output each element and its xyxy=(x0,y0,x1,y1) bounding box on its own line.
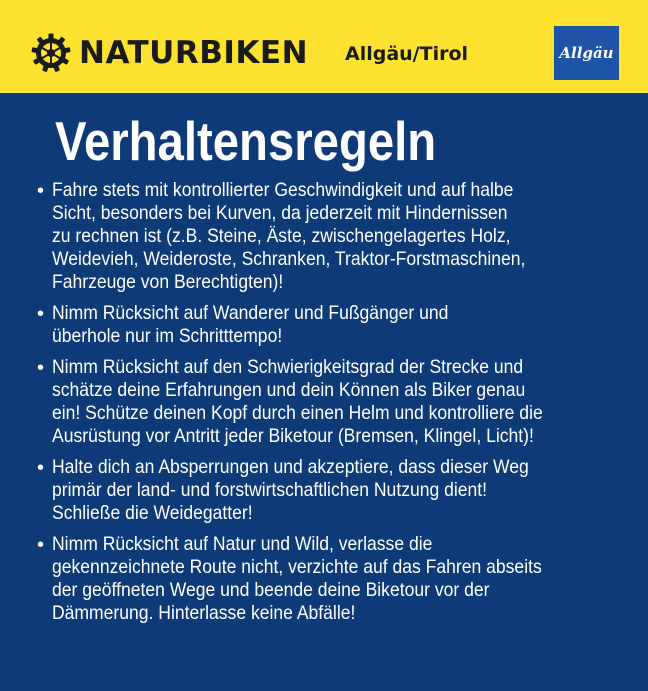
bullet-icon: • xyxy=(37,534,45,556)
allgaeu-badge: Allgäu xyxy=(554,26,619,80)
rule-text: Nimm Rücksicht auf Wanderer und Fußgänger und überhole nur im Schritttempo! xyxy=(52,302,449,347)
brand-region: Allgäu/Tirol xyxy=(345,43,469,65)
rules-list xyxy=(32,179,632,633)
brand-name: NATURBIKEN xyxy=(79,35,309,71)
list-item xyxy=(32,456,632,525)
list-item xyxy=(32,533,632,625)
rule-text: Nimm Rücksicht auf Natur und Wild, verlasse die gekennzeichnete Route nicht, verzichte auf das Fahren abseits der geöffneten Wege und beende deine Biketour vor der Dämmerung. Hinterlasse keine Abfälle! xyxy=(52,533,542,624)
list-item xyxy=(32,302,632,348)
rule-text: Nimm Rücksicht auf den Schwierigkeitsgrad der Strecke und schätze deine Erfahrungen und dein Können als Biker genau ein! Schütze deinen Kopf durch einen Helm und kontrolliere die Ausrüstung vor Antritt jeder Biketour (Bremsen, Klingel, Licht)! xyxy=(52,356,543,447)
bullet-icon: • xyxy=(37,457,45,479)
bullet-icon: • xyxy=(37,180,45,202)
brand-logo xyxy=(79,33,308,73)
rule-text: Fahre stets mit kontrollierter Geschwindigkeit und auf halbe Sicht, besonders bei Kurven, da jederzeit mit Hindernissen zu rechnen ist (z.B. Steine, Äste, zwischengelagertes Holz, Weidevieh, Weideroste, Schranken, Traktor-Forstmaschinen, Fahrzeuge von Berechtigten)! xyxy=(52,179,526,293)
list-item xyxy=(32,356,632,448)
sign-header xyxy=(0,0,648,93)
bike-gear-icon xyxy=(31,33,71,73)
bullet-icon: • xyxy=(37,357,45,379)
bullet-icon: • xyxy=(37,303,45,325)
list-item xyxy=(32,179,632,294)
rule-text: Halte dich an Absperrungen und akzeptiere, dass dieser Weg primär der land- und forstwirtschaftlichen Nutzung dient! Schließe die Weidegatter! xyxy=(52,456,529,524)
page-title: Verhaltensregeln xyxy=(55,110,437,172)
